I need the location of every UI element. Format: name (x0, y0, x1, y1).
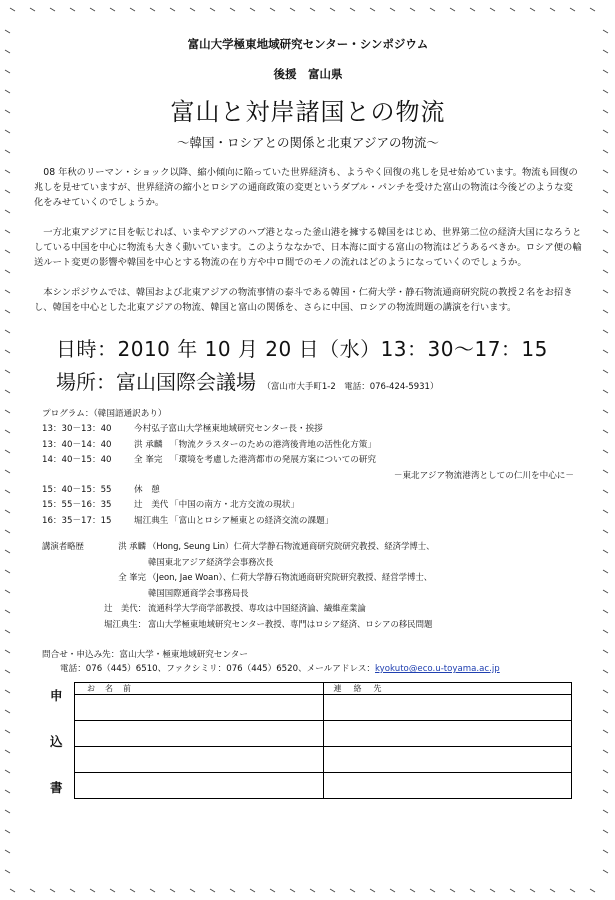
lecturer-name: 洪 承麟 (118, 541, 146, 551)
border-dash (270, 889, 275, 892)
border-dash (5, 90, 10, 93)
border-dash (470, 889, 475, 892)
program-item (42, 483, 582, 499)
program-content: 「環境を考慮した港湾都市の発展方案についての研究 (170, 455, 377, 465)
border-dash (210, 8, 215, 11)
border-dash (5, 750, 10, 753)
border-dash (603, 350, 608, 353)
border-dash (603, 70, 608, 73)
border-dash (5, 830, 10, 833)
border-dash (5, 470, 10, 473)
border-dash (603, 710, 608, 713)
program-item (42, 422, 582, 438)
border-dash (603, 170, 608, 173)
border-dash (310, 889, 315, 892)
program-subtitle: －東北アジア物流港湾としての仁川を中心に－ (393, 470, 574, 481)
border-dash (150, 889, 155, 892)
lecturer-entry (42, 570, 582, 586)
border-dash (603, 390, 608, 393)
border-dash (603, 110, 608, 113)
organizer-line: 富山大学極東地域研究センター・シンポジウム (187, 37, 429, 51)
border-dash (603, 790, 608, 793)
contact-phone: 電話：076（445）6510、ファクシミリ：076（445）6520、メールアドレス： (60, 664, 376, 674)
program-item (42, 438, 582, 454)
border-dash (5, 250, 10, 253)
program-content: 今村弘子富山大学極東地域研究センター長・挨拶 (134, 424, 323, 434)
border-dash (5, 810, 10, 813)
border-dash (290, 8, 295, 11)
lecturer-name: 全 峯完 (118, 572, 146, 582)
name-field[interactable] (75, 747, 324, 773)
sponsor-line: 後援 富山県 (273, 67, 343, 81)
border-dash (5, 110, 10, 113)
border-dash (5, 550, 10, 553)
border-dash (5, 50, 10, 53)
border-dash (603, 810, 608, 813)
border-dash (603, 730, 608, 733)
border-dash (5, 770, 10, 773)
border-dash (603, 630, 608, 633)
border-dash (603, 130, 608, 133)
border-dash (510, 889, 515, 892)
program-speaker: 洪 承麟 (134, 439, 163, 450)
border-dash (310, 8, 315, 11)
border-dash (5, 30, 10, 33)
lecturer-bio: 流通科学大学商学部教授、専攻は中国経済論、繊維産業論 (148, 603, 366, 613)
border-dash (603, 670, 608, 673)
intro-paragraph-3: 本シンポジウムでは、韓国および北東アジアの物流事情の泰斗である韓国・仁荷大学・静石物流通商研究院の教授２名をお招きし、韓国を中心とした北東アジアの物流、韓国と富山の関係を、さらに中国、ロシアの物流問題の講演を行います。 (34, 287, 573, 313)
border-dash (603, 830, 608, 833)
border-dash (410, 889, 415, 892)
border-dash (603, 550, 608, 553)
border-dash (570, 8, 575, 11)
form-label-char: 書 (50, 780, 63, 795)
border-dash (603, 430, 608, 433)
program-item (42, 498, 582, 514)
border-dash (5, 510, 10, 513)
program-time: 15：40－15：55 (42, 484, 112, 495)
form-row (75, 721, 572, 747)
flyer (34, 30, 582, 818)
border-dash (603, 150, 608, 153)
lecturer-entry (42, 617, 582, 633)
border-dash (5, 730, 10, 733)
border-dash (5, 790, 10, 793)
border-dash (430, 889, 435, 892)
program-speaker: 全 峯完 (134, 455, 163, 465)
border-dash (5, 850, 10, 853)
border-dash (250, 8, 255, 11)
border-dash (603, 230, 608, 233)
border-dash (603, 570, 608, 573)
border-dash (350, 889, 355, 892)
lecturer-name: 辻 美代： (104, 603, 146, 613)
border-dash (190, 889, 195, 892)
page-subtitle: ～韓国・ロシアとの関係と北東アジアの物流～ (176, 135, 439, 150)
contact-org: 問合せ・申込み先：富山大学・極東地域研究センター (42, 650, 248, 660)
name-field[interactable] (75, 773, 324, 799)
border-dash (70, 889, 75, 892)
lecturer-bio: （Hong, Seung Lin）仁荷大学静石物流通商研究院研究教授、経済学博士、 (148, 541, 435, 551)
border-dash (90, 8, 95, 11)
border-dash (330, 889, 335, 892)
form-header-row (75, 683, 572, 695)
contact-section (34, 648, 582, 676)
border-dash (603, 270, 608, 273)
border-dash (5, 130, 10, 133)
border-dash (603, 370, 608, 373)
border-dash (410, 8, 415, 11)
border-dash (390, 889, 395, 892)
border-dash (5, 350, 10, 353)
border-dash (5, 190, 10, 193)
contact-field[interactable] (323, 773, 572, 799)
border-dash (30, 889, 35, 892)
page-title: 富山と対岸諸国との物流 (170, 98, 446, 126)
border-dash (330, 8, 335, 11)
border-dash (603, 610, 608, 613)
event-venue: 場所：富山国際会議場 (56, 370, 256, 394)
program-speaker: 堀江典生 (134, 515, 169, 526)
intro-paragraph-2: 一方北東アジアに目を転じれば、いまやアジアのハブ港となった釜山港を擁する韓国をはじめ、世界第二位の経済大国になろうとしている中国を中心に物流も大きく動いています。このようななかで、日本海に面する富山の物流はどうあるべきか。ロシア便の輸送ルート変更の影響や韓国を中心とする物流の在り方や中ロ間でのモノの流れはどのようになっていくのでしょうか。 (34, 227, 582, 268)
border-dash (5, 150, 10, 153)
border-dash (5, 290, 10, 293)
border-dash (430, 8, 435, 11)
border-dash (5, 530, 10, 533)
lecturer-entry (42, 539, 582, 555)
program-break: 休 憩 (134, 484, 160, 495)
lecturer-section (34, 539, 582, 632)
border-dash (170, 8, 175, 11)
border-dash (603, 30, 608, 33)
border-dash (450, 8, 455, 11)
program-item (42, 453, 582, 469)
border-dash (390, 8, 395, 11)
border-dash (5, 230, 10, 233)
border-dash (603, 410, 608, 413)
border-dash (570, 889, 575, 892)
border-dash (490, 889, 495, 892)
border-dash (30, 8, 35, 11)
border-dash (90, 889, 95, 892)
border-dash (10, 8, 15, 11)
application-form (42, 682, 582, 818)
form-row (75, 695, 572, 721)
border-dash (490, 8, 495, 11)
program-content: 「中国の南方・北方交流の現状」 (170, 500, 299, 510)
border-dash (603, 470, 608, 473)
border-dash (603, 750, 608, 753)
border-dash (603, 290, 608, 293)
border-dash (470, 8, 475, 11)
border-dash (603, 490, 608, 493)
border-dash (590, 889, 595, 892)
border-dash (5, 570, 10, 573)
border-dash (590, 8, 595, 11)
form-row (75, 773, 572, 799)
lecturer-bio-cont: 韓国東北アジア経済学会事務次長 (148, 556, 274, 567)
border-dash (190, 8, 195, 11)
border-dash (250, 889, 255, 892)
border-dash (370, 8, 375, 11)
form-row (75, 747, 572, 773)
border-dash (603, 250, 608, 253)
program-section (34, 407, 582, 529)
border-dash (5, 710, 10, 713)
program-time: 13：30－13：40 (42, 424, 112, 434)
form-label-char: 申 (50, 688, 63, 703)
program-time: 15：55－16：35 (42, 500, 112, 510)
border-dash (5, 590, 10, 593)
border-dash (5, 270, 10, 273)
border-dash (603, 770, 608, 773)
border-dash (50, 889, 55, 892)
program-time: 13：40－14：40 (42, 439, 112, 450)
border-dash (603, 850, 608, 853)
border-dash (530, 8, 535, 11)
border-dash (130, 889, 135, 892)
border-dash (603, 50, 608, 53)
name-column-header: お名前 (75, 683, 324, 695)
border-dash (5, 870, 10, 873)
event-venue-line (34, 366, 582, 395)
lecturer-label: 講演者略歴 (42, 541, 84, 551)
contact-field[interactable] (323, 695, 572, 721)
border-dash (5, 330, 10, 333)
border-dash (5, 410, 10, 413)
border-dash (5, 670, 10, 673)
border-dash (5, 70, 10, 73)
border-dash (150, 8, 155, 11)
border-dash (50, 8, 55, 11)
border-dash (603, 510, 608, 513)
event-address: （富山市大手町1-2 電話：076-424-5931） (262, 382, 439, 392)
contact-column-header: 連絡先 (323, 683, 572, 695)
border-dash (290, 889, 295, 892)
border-dash (370, 889, 375, 892)
border-dash (603, 650, 608, 653)
border-dash (550, 8, 555, 11)
border-dash (270, 8, 275, 11)
border-dash (5, 610, 10, 613)
program-time: 16：35－17：15 (42, 515, 112, 526)
border-dash (110, 889, 115, 892)
lecturer-bio: 富山大学極東地域研究センター教授、専門はロシア経済、ロシアの移民問題 (148, 618, 433, 629)
border-dash (5, 650, 10, 653)
lecturer-bio-cont: 韓国国際通商学会事務局長 (148, 587, 249, 598)
border-dash (70, 8, 75, 11)
border-dash (170, 889, 175, 892)
intro-paragraph-1: 08 年秋のリーマン・ショック以降、縮小傾向に陥っていた世界経済も、ようやく回復の兆しを見せ始めています。物流も回復の兆しを見せていますが、世界経済の縮小とロシアの通商政策の変更というダブル・パンチを受けた富山の物流は今後どのような変化をみせていくのでしょうか。 (34, 167, 578, 208)
border-dash (5, 210, 10, 213)
border-dash (350, 8, 355, 11)
border-dash (603, 870, 608, 873)
contact-field[interactable] (323, 747, 572, 773)
border-dash (603, 530, 608, 533)
lecturer-bio: （Jeon, Jae Woan）、仁荷大学静石物流通商研究院研究教授、経営学博士、 (148, 572, 433, 582)
border-dash (603, 330, 608, 333)
border-dash (5, 390, 10, 393)
border-dash (550, 889, 555, 892)
border-dash (5, 170, 10, 173)
border-dash (5, 370, 10, 373)
border-dash (603, 310, 608, 313)
program-item (42, 514, 582, 530)
border-dash (10, 889, 15, 892)
name-field[interactable] (75, 695, 324, 721)
program-time: 14：40－15：40 (42, 455, 112, 465)
event-datetime: 日時：2010 年 10 月 20 日（水）13：30～17：15 (56, 337, 548, 361)
border-dash (450, 889, 455, 892)
program-content: 「富山とロシア極東との経済交流の課題」 (170, 515, 334, 526)
border-dash (603, 210, 608, 213)
border-dash (5, 490, 10, 493)
program-content: 「物流クラスターのための港湾後背地の活性化方策」 (170, 439, 376, 450)
border-dash (603, 590, 608, 593)
border-dash (230, 889, 235, 892)
application-table (74, 682, 572, 799)
border-dash (530, 889, 535, 892)
border-dash (603, 190, 608, 193)
border-dash (5, 630, 10, 633)
border-dash (210, 889, 215, 892)
border-dash (5, 310, 10, 313)
border-dash (603, 690, 608, 693)
border-dash (5, 430, 10, 433)
contact-email-link[interactable]: kyokuto@eco.u-toyama.ac.jp (375, 664, 500, 674)
border-dash (5, 450, 10, 453)
border-dash (5, 690, 10, 693)
border-dash (110, 8, 115, 11)
border-dash (510, 8, 515, 11)
program-speaker: 辻 美代 (134, 500, 169, 510)
program-heading: プログラム：（韓国語通訳あり） (42, 409, 167, 419)
border-dash (230, 8, 235, 11)
contact-field[interactable] (323, 721, 572, 747)
name-field[interactable] (75, 721, 324, 747)
border-dash (603, 450, 608, 453)
lecturer-name: 堀江典生： (104, 618, 146, 629)
border-dash (130, 8, 135, 11)
form-label-char: 込 (50, 734, 63, 749)
border-dash (603, 90, 608, 93)
contact-phone-line (42, 662, 582, 676)
lecturer-entry (42, 601, 582, 617)
